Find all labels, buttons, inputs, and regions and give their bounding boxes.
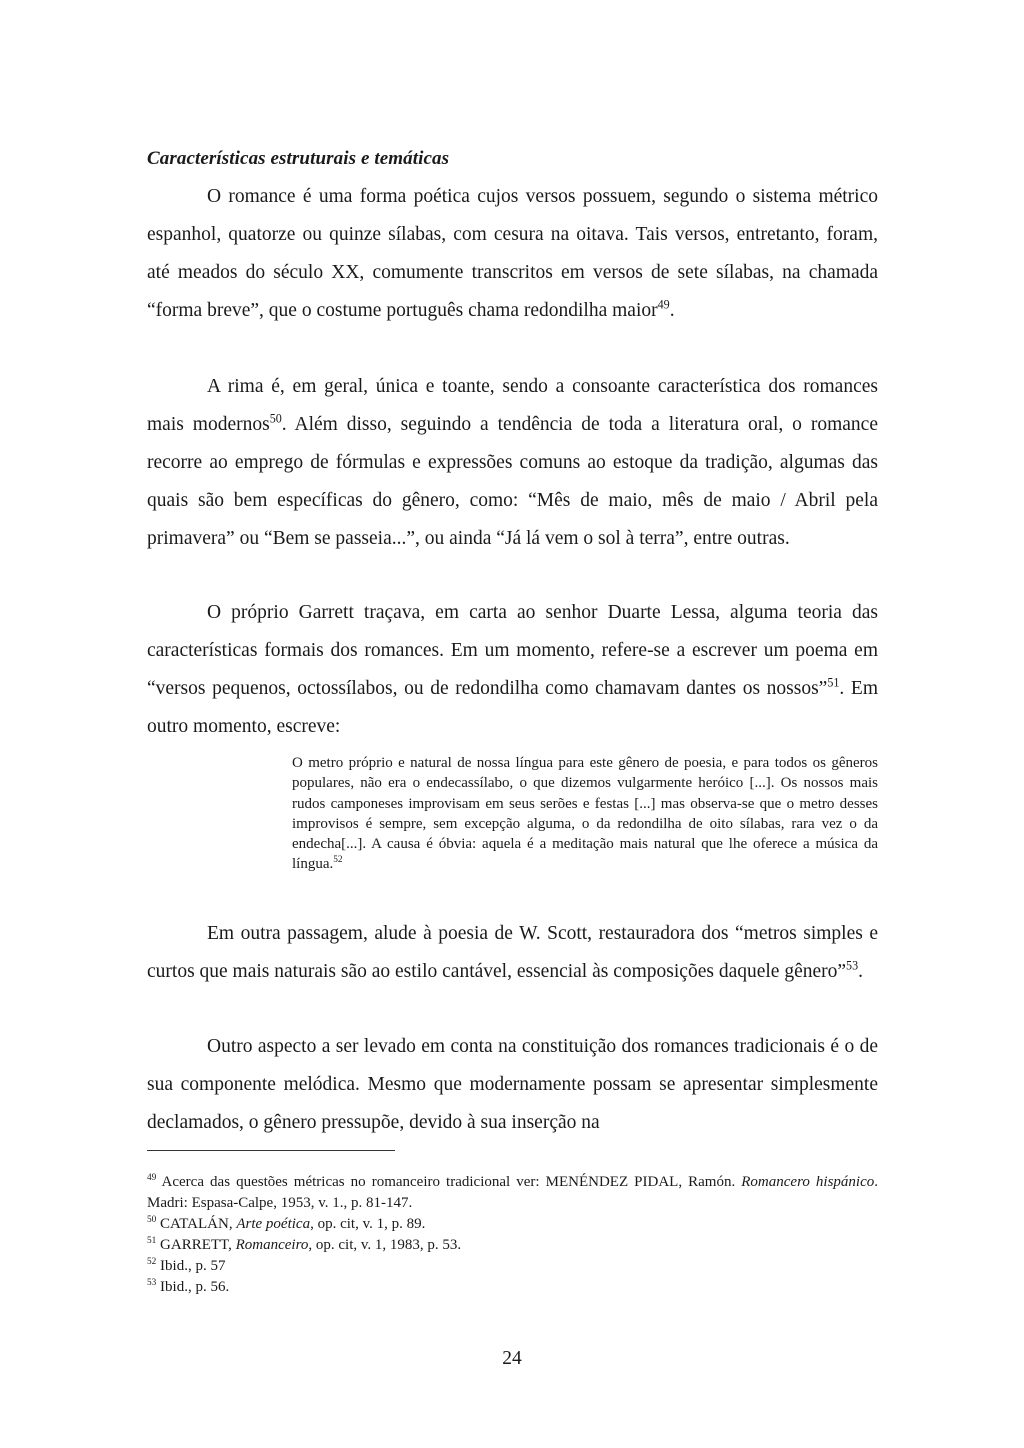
footnote-number: 50 (147, 1215, 157, 1225)
section-heading: Características estruturais e temáticas (147, 148, 450, 169)
footnote-ref-50[interactable]: 50 (269, 411, 282, 426)
paragraph-5 (147, 1028, 878, 1142)
block-quote (292, 753, 878, 875)
paragraph-2 (147, 368, 878, 558)
footnote-number: 53 (147, 1278, 157, 1288)
footnote-ref-49[interactable]: 49 (657, 297, 670, 312)
footnote-ref-51[interactable]: 51 (827, 675, 840, 690)
footnote-52 (147, 1256, 878, 1277)
paragraph-4-text-b: . (858, 961, 863, 982)
paragraph-1-tail: . (669, 300, 675, 321)
paragraph-3 (147, 594, 878, 746)
footnote-separator (147, 1150, 395, 1151)
footnote-number: 52 (147, 1257, 157, 1267)
footnote-number: 49 (147, 1173, 157, 1183)
footnote-text: GARRETT, (156, 1237, 236, 1253)
footnote-ref-53[interactable]: 53 (846, 958, 859, 973)
paragraph-4 (147, 915, 878, 991)
footnote-title: Romanceiro (235, 1237, 309, 1253)
footnotes (147, 1172, 878, 1298)
footnote-51 (147, 1235, 878, 1256)
footnote-text: , op. cit, v. 1, p. 89. (310, 1216, 426, 1232)
paragraph-3-text-a: O próprio Garrett traçava, em carta ao senhor Duarte Lessa, alguma teoria das características formais dos romances. Em um momento, refere-se a escrever um poema em “versos pequenos, octossílabos, ou de redondilha como chamavam dantes os nossos” (147, 602, 878, 699)
footnote-text: Acerca das questões métricas no romanceiro tradicional ver: MENÉNDEZ PIDAL, Ramón. (156, 1174, 742, 1190)
footnote-text: Ibid., p. 56. (156, 1279, 230, 1295)
footnote-text: , op. cit, v. 1, 1983, p. 53. (308, 1237, 462, 1253)
footnote-ref-52[interactable]: 52 (333, 855, 343, 866)
paragraph-2-text-b: . Além disso, seguindo a tendência de toda a literatura oral, o romance recorre ao emprego de fórmulas e expressões comuns ao estoque da tradição, algumas das quais são bem específicas do gênero, como: “Mês de maio, mês de maio / Abril pela primavera” ou “Bem se passeia...”, ou ainda “Já lá vem o sol à terra”, entre outras. (147, 414, 878, 549)
paragraph-5-text: Outro aspecto a ser levado em conta na constituição dos romances tradicionais é o de sua componente melódica. Mesmo que modernamente possam se apresentar simplesmente declamados, o gênero pressupõe, devido à sua inserção na (147, 1036, 878, 1133)
paragraph-3-text-b: . Em outro momento, escreve: (147, 678, 878, 737)
footnote-49 (147, 1172, 878, 1214)
paragraph-1-text: O romance é uma forma poética cujos versos possuem, segundo o sistema métrico espanhol, quatorze ou quinze sílabas, com cesura na oitava. Tais versos, entretanto, foram, até meados do século XX, comumente transcritos em versos de sete sílabas, na chamada “forma breve”, que o costume português chama redondilha maior (147, 186, 878, 321)
page-number: 24 (502, 1348, 522, 1369)
footnote-title: Arte poética (236, 1216, 311, 1232)
footnote-number: 51 (147, 1236, 157, 1246)
footnote-text: CATALÁN, (156, 1216, 237, 1232)
paragraph-4-text-a: Em outra passagem, alude à poesia de W. Scott, restauradora dos “metros simples e curtos que mais naturais são ao estilo cantável, essencial às composições daquele gênero” (147, 923, 878, 982)
paragraph-1 (147, 178, 878, 330)
footnote-53 (147, 1277, 878, 1298)
block-quote-text: O metro próprio e natural de nossa língua para este gênero de poesia, e para todos os gêneros populares, não era o endecassílabo, o que dizemos vulgarmente heróico [...]. Os nossos mais rudos camponeses improvisam em seus serões e festas [...] mas observa-se que o metro desses improvisos é sempre, sem excepção alguma, o da redondilha de oito sílabas, rara vez o da endecha[...]. A causa é óbvia: aquela é a meditação mais natural que lhe oferece a música da língua. (292, 755, 878, 873)
footnote-title: Romancero hispánico (741, 1174, 875, 1190)
footnote-text: Ibid., p. 57 (156, 1258, 226, 1274)
paragraph-2-text-a: A rima é, em geral, única e toante, sendo a consoante característica dos romances mais modernos (147, 376, 878, 435)
footnote-50 (147, 1214, 878, 1235)
footnote-text: . Madri: Espasa-Calpe, 1953, v. 1., p. 81-147. (147, 1174, 878, 1211)
